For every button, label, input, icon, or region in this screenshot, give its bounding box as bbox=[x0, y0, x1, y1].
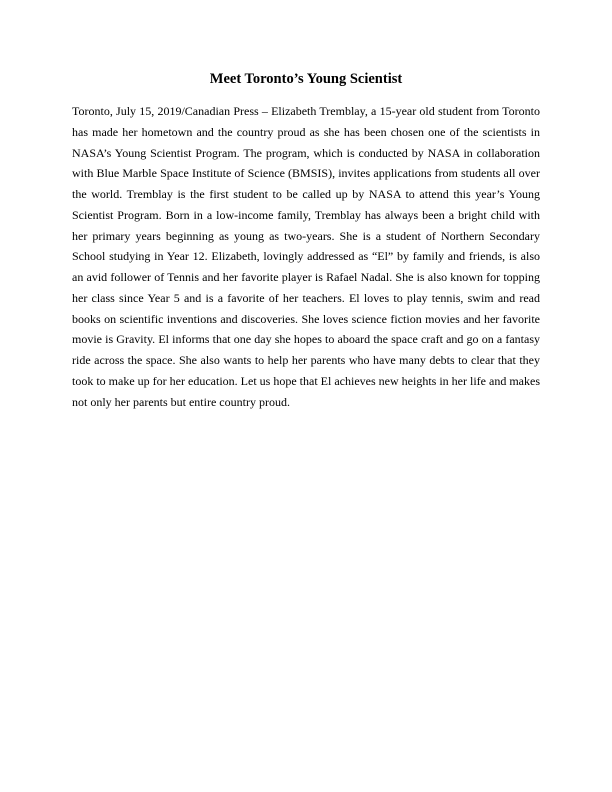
article-title: Meet Toronto’s Young Scientist bbox=[209, 71, 403, 87]
article-paragraph: Toronto, July 15, 2019/Canadian Press – Elizabeth Tremblay, a 15-year old student from Toronto has made her hometown and the country proud as she has been chosen one of the scientists in NASA’s Young Scientist Program. The program, which is conducted by NASA in collaboration with Blue Marble Space Institute of Science (BMSIS), invites applications from students all over the world. Tremblay is the first student to be called up by NASA to attend this year’s Young Scientist Program. Born in a low-income family, Tremblay has always been a bright child with her primary years beginning as young as two-years. She is a student of Northern Secondary School studying in Year 12. Elizabeth, lovingly addressed as “El” by family and friends, is also an avid follower of Tennis and her favorite player is Rafael Nadal. She is also known for topping her class since Year 5 and is a favorite of her teachers. El loves to play tennis, swim and read books on scientific inventions and discoveries. She loves science fiction movies and her favorite movie is Gravity. El informs that one day she hopes to aboard the space craft and go on a fantasy ride across the space. She also wants to help her parents who have many debts to clear that they took to make up for her education. Let us hope that El achieves new heights in her life and makes not only her parents but entire country proud. bbox=[72, 104, 540, 409]
